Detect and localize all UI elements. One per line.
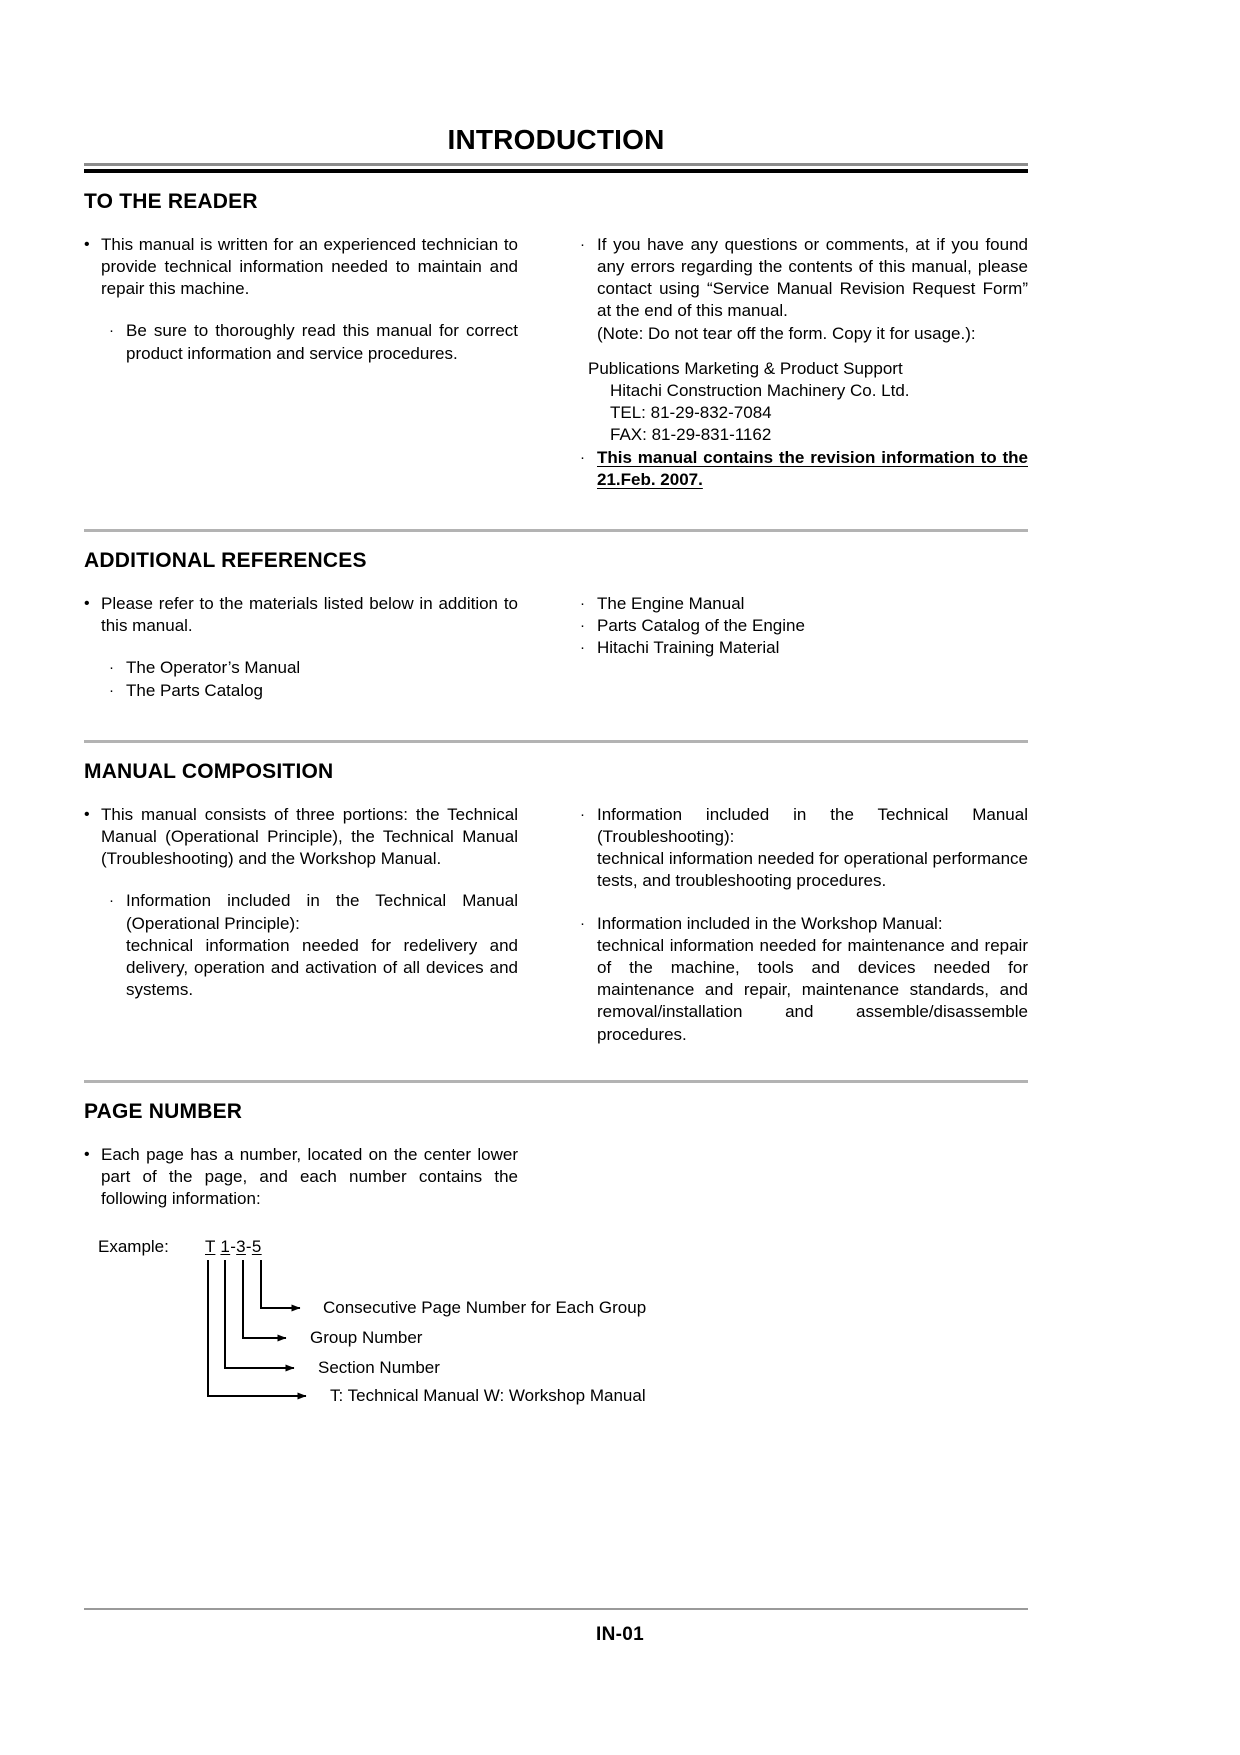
note-text: (Note: Do not tear off the form. Copy it for usage.): xyxy=(597,323,976,343)
mid-dot-bullet-icon: · xyxy=(109,681,114,699)
sub-bullet-text: The Parts Catalog xyxy=(126,680,264,700)
page-number-example-diagram xyxy=(98,1236,1028,1426)
list-item-detail-row xyxy=(580,848,1028,892)
sub-bullet-text: Be sure to thoroughly read this manual for correct product information and service procedures. xyxy=(126,321,518,363)
column-right xyxy=(556,1124,1028,1211)
leader-label-section-number: Section Number xyxy=(318,1358,440,1378)
section-heading-additional-references: ADDITIONAL REFERENCES xyxy=(84,549,367,573)
mid-dot-bullet-icon: · xyxy=(580,639,585,657)
leader-label-consecutive-page-number: Consecutive Page Number for Each Group xyxy=(323,1298,647,1318)
example-code: T 1-3-5 xyxy=(205,1237,262,1257)
section-body-to-the-reader xyxy=(84,214,1028,491)
note-row xyxy=(580,323,1028,345)
section-heading-to-the-reader: TO THE READER xyxy=(84,189,258,213)
list-item-title: Information included in the Workshop Manual: xyxy=(597,913,943,933)
section-body-page-number xyxy=(84,1124,1028,1211)
leader-label-manual-type: T: Technical Manual W: Workshop Manual xyxy=(330,1386,646,1406)
list-item xyxy=(580,593,1028,615)
example-code-part-manual: T xyxy=(205,1237,216,1257)
column-left xyxy=(84,573,556,702)
bullet-item xyxy=(84,593,518,637)
bullet-text: This manual consists of three portions: the Technical Manual (Operational Principle), the Technical Manual (Troubleshooting) and the Workshop Manual. xyxy=(101,804,518,869)
mid-dot-bullet-icon: · xyxy=(109,322,114,340)
mid-dot-bullet-icon: · xyxy=(580,448,585,466)
mid-dot-bullet-icon: · xyxy=(580,805,585,823)
title-rule-black xyxy=(84,169,1028,173)
section-heading-manual-composition: MANUAL COMPOSITION xyxy=(84,759,334,783)
column-left xyxy=(84,1124,556,1211)
disc-bullet-icon: • xyxy=(84,235,90,253)
contact-tel: TEL: 81-29-832-7084 xyxy=(610,403,772,423)
contact-org: Publications Marketing & Product Support xyxy=(588,358,903,378)
bullet-text: Each page has a number, located on the center lower part of the page, and each number contains the following information: xyxy=(101,1144,518,1209)
sub-bullet-item xyxy=(109,320,518,364)
list-item-detail-row xyxy=(580,935,1028,1046)
section-divider xyxy=(84,529,1028,532)
mid-dot-bullet-icon: · xyxy=(580,235,585,253)
section-body-additional-references xyxy=(84,573,1028,702)
revision-notice-text: This manual contains the revision information to the 21.Feb. 2007. xyxy=(597,447,1028,489)
example-label: Example: xyxy=(98,1237,169,1257)
mid-dot-bullet-icon: · xyxy=(580,914,585,932)
footer-divider xyxy=(84,1608,1028,1610)
disc-bullet-icon: • xyxy=(84,1145,90,1163)
sub-bullet-text: The Operator’s Manual xyxy=(126,658,301,678)
section-heading-page-number: PAGE NUMBER xyxy=(84,1099,243,1123)
list-item-text: Hitachi Training Material xyxy=(597,638,780,658)
list-item xyxy=(580,804,1028,848)
example-code-part-section: 1 xyxy=(220,1237,231,1257)
revision-notice-row xyxy=(580,447,1028,491)
example-code-part-page: 5 xyxy=(251,1237,262,1257)
bullet-text: Please refer to the materials listed below in addition to this manual. xyxy=(101,594,518,636)
section-divider xyxy=(84,1080,1028,1083)
list-item xyxy=(580,615,1028,637)
list-item xyxy=(580,913,1028,935)
example-code-part-group: 3 xyxy=(236,1237,246,1257)
footer-page-number: IN-01 xyxy=(596,1624,644,1645)
bullet-item xyxy=(84,804,518,871)
leader-label-group-number: Group Number xyxy=(310,1328,423,1348)
contact-fax: FAX: 81-29-831-1162 xyxy=(610,425,772,445)
sub-bullet-item xyxy=(109,890,518,934)
sub-bullet-detail-row xyxy=(109,935,518,1002)
page-content xyxy=(84,0,1028,1426)
page-title: INTRODUCTION xyxy=(447,124,665,155)
column-left xyxy=(84,784,556,1046)
column-right xyxy=(556,784,1028,1046)
section-divider xyxy=(84,740,1028,743)
list-item-detail: technical information needed for operational performance tests, and troubleshooting procedures. xyxy=(597,849,1028,891)
list-item xyxy=(580,637,1028,659)
disc-bullet-icon: • xyxy=(84,595,90,613)
title-divider xyxy=(84,163,1028,173)
section-body-manual-composition xyxy=(84,784,1028,1046)
bullet-item xyxy=(84,234,518,301)
bullet-text: If you have any questions or comments, at if you found any errors regarding the contents of this manual, please contact using “Service Manual Revision Request Form” at the end of this manual. xyxy=(597,234,1028,321)
bullet-item xyxy=(580,234,1028,323)
sub-bullet-item xyxy=(109,657,518,679)
list-item-text: The Engine Manual xyxy=(597,594,745,614)
mid-dot-bullet-icon: · xyxy=(109,892,114,910)
sub-bullet-detail: technical information needed for redelivery and delivery, operation and activation of all devices and systems. xyxy=(126,935,518,1000)
list-item-title: Information included in the Technical Manual (Troubleshooting): xyxy=(597,804,1028,847)
column-left xyxy=(84,214,556,491)
contact-company: Hitachi Construction Machinery Co. Ltd. xyxy=(610,381,910,401)
disc-bullet-icon: • xyxy=(84,805,90,823)
bullet-item xyxy=(84,1144,518,1211)
mid-dot-bullet-icon: · xyxy=(580,595,585,613)
column-right xyxy=(556,214,1028,491)
mid-dot-bullet-icon: · xyxy=(580,617,585,635)
list-item-detail: technical information needed for maintenance and repair of the machine, tools and devices needed for maintenance and repair, maintenance standards, and removal/installation and assemble/disassemble procedures. xyxy=(597,935,1028,1044)
list-item-text: Parts Catalog of the Engine xyxy=(597,616,805,636)
column-right xyxy=(556,573,1028,702)
mid-dot-bullet-icon: · xyxy=(109,659,114,677)
sub-bullet-title: Information included in the Technical Manual (Operational Principle): xyxy=(126,891,518,933)
bullet-text: This manual is written for an experienced technician to provide technical information needed to maintain and repair this machine. xyxy=(101,234,518,299)
sub-bullet-item xyxy=(109,680,518,702)
